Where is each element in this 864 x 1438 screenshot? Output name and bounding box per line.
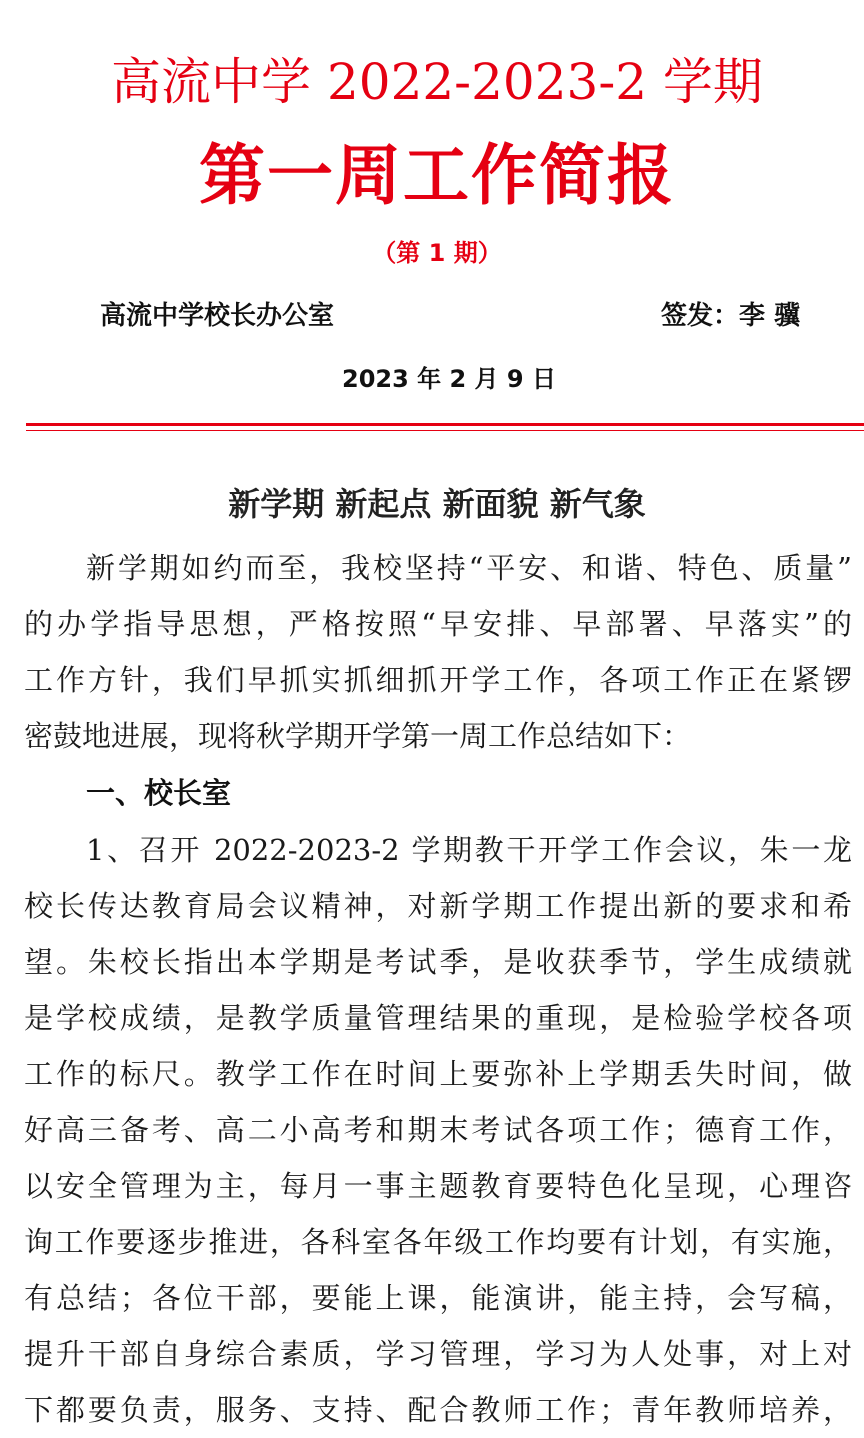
body-line: 1、召开 2022-2023-2 学期教干开学工作会议，朱一龙 xyxy=(86,833,852,867)
body-line: 好高三备考、高二小高考和期末考试各项工作；德育工作， xyxy=(24,1113,852,1147)
signer: 签发：李 骥 xyxy=(660,301,800,331)
issue-number: （第 1 期） xyxy=(372,239,502,267)
header-divider-thin xyxy=(26,430,864,431)
body-line: 校长传达教育局会议精神，对新学期工作提出新的要求和希 xyxy=(24,889,852,923)
body-line: 有总结；各位干部，要能上课，能演讲，能主持，会写稿， xyxy=(24,1281,852,1315)
header-divider-thick xyxy=(26,423,864,426)
section-heading: 一、校长室 xyxy=(86,776,232,810)
body-line: 望。朱校长指出本学期是考试季，是收获季节，学生成绩就 xyxy=(24,945,852,979)
body-line: 新学期如约而至，我校坚持“平安、和谐、特色、质量” xyxy=(86,551,852,585)
body-line: 工作方针，我们早抓实抓细抓开学工作，各项工作正在紧锣 xyxy=(24,663,852,697)
article-title: 新学期 新起点 新面貌 新气象 xyxy=(228,485,646,523)
body-line: 密鼓地进展，现将秋学期开学第一周工作总结如下： xyxy=(24,719,692,753)
issuing-office: 高流中学校长办公室 xyxy=(100,301,335,331)
body-line: 工作的标尺。教学工作在时间上要弥补上学期丢失时间，做 xyxy=(24,1057,852,1091)
bulletin-school-term: 高流中学 2022-2023-2 学期 xyxy=(111,53,763,111)
issue-date: 2023 年 2 月 9 日 xyxy=(342,365,556,393)
body-line: 是学校成绩，是教学质量管理结果的重现，是检验学校各项 xyxy=(24,1001,852,1035)
body-line: 以安全管理为主，每月一事主题教育要特色化呈现，心理咨 xyxy=(24,1169,852,1203)
body-line: 的办学指导思想，严格按照“早安排、早部署、早落实”的 xyxy=(24,607,852,641)
body-line: 询工作要逐步推进，各科室各年级工作均要有计划，有实施， xyxy=(24,1225,852,1259)
bulletin-title: 第一周工作简报 xyxy=(199,137,675,214)
body-line: 提升干部自身综合素质，学习管理，学习为人处事，对上对 xyxy=(24,1337,852,1371)
body-line: 下都要负责，服务、支持、配合教师工作；青年教师培养， xyxy=(24,1393,852,1427)
